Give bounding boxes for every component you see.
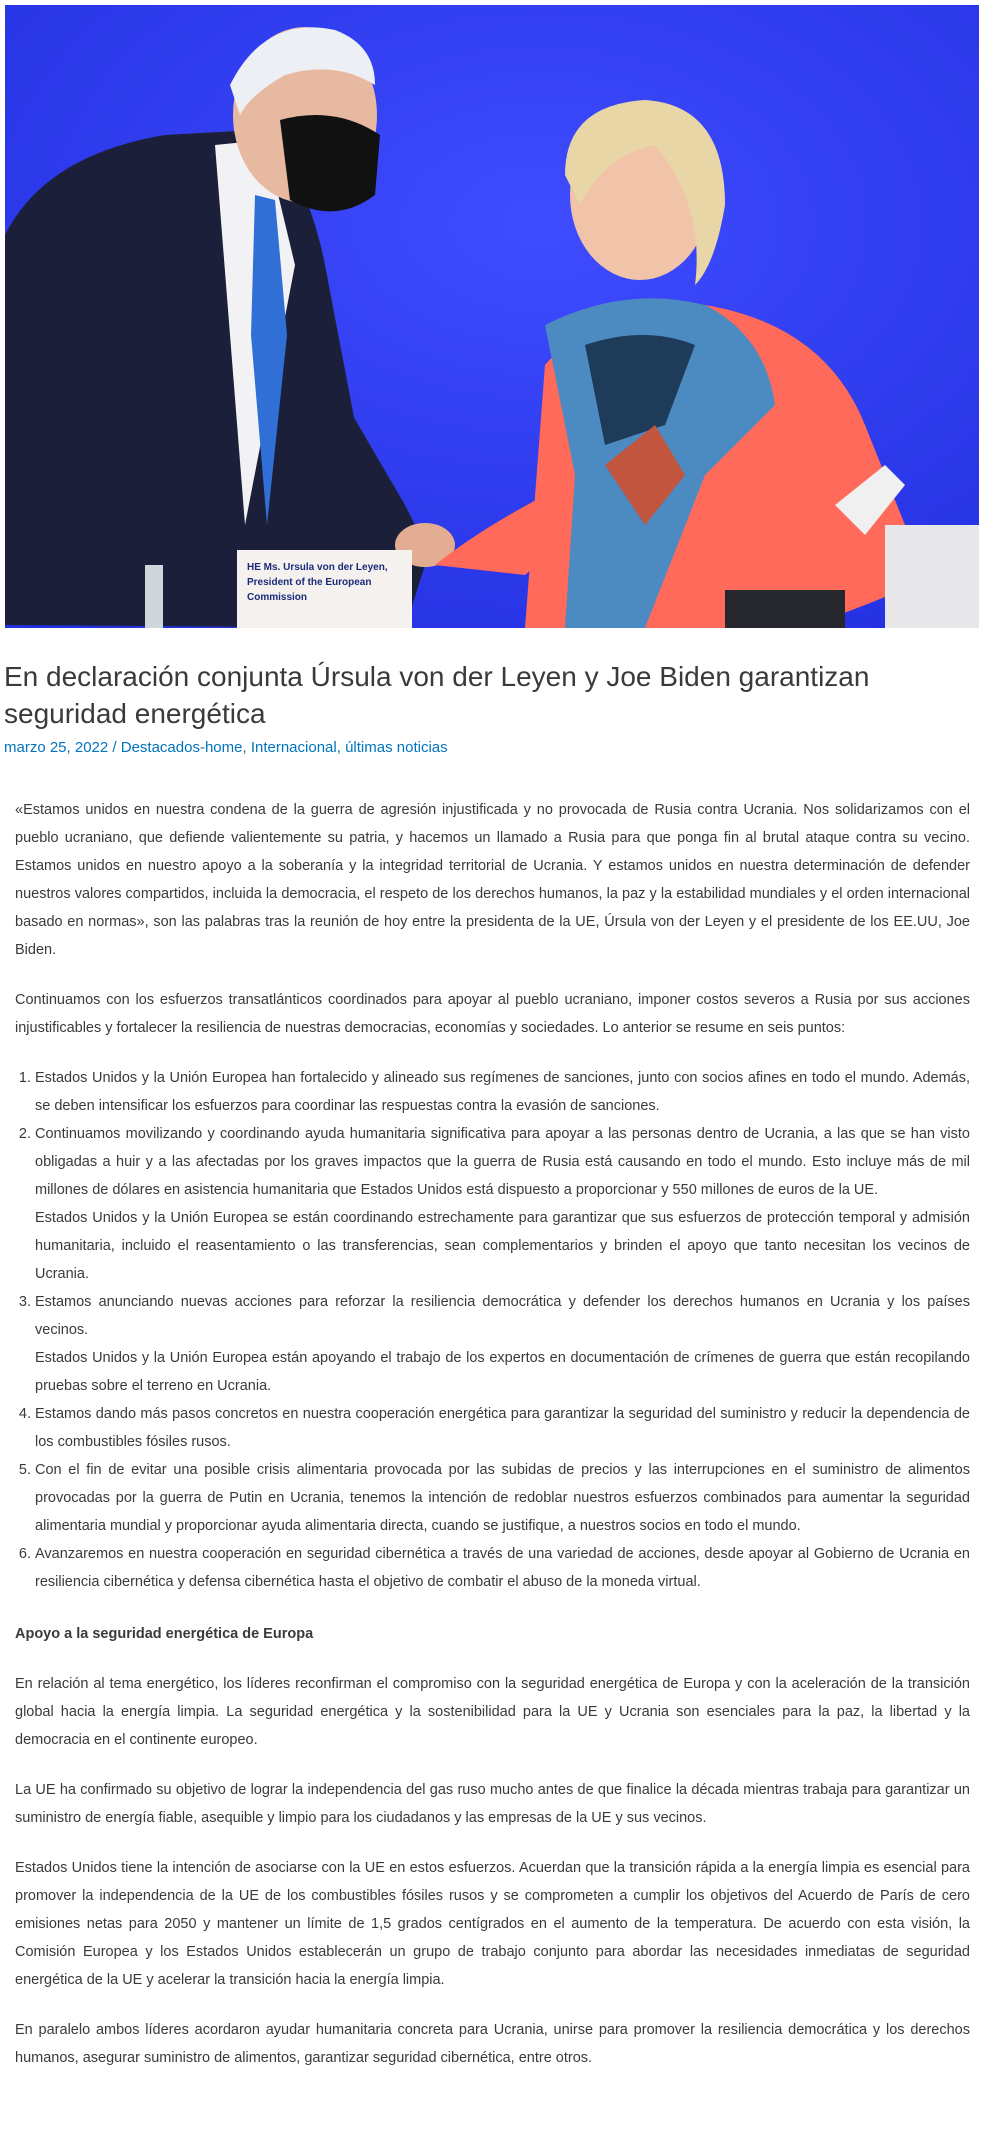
list-item xyxy=(35,1120,970,1288)
hero-image xyxy=(5,5,979,628)
article-date[interactable]: marzo 25, 2022 xyxy=(4,739,109,756)
section-heading: Apoyo a la seguridad energética de Europa xyxy=(15,1626,314,1642)
nameplate-line-3: Commission xyxy=(247,592,308,603)
category-comma-2: , xyxy=(336,739,346,756)
hero-illustration xyxy=(5,5,979,628)
body-paragraph-2: Continuamos con los esfuerzos transatlánticos coordinados para apoyar al pueblo ucraniano, imponer costos severos a Rusia por sus acciones injustificables y fortalecer la resiliencia de nuestras democracias, economías y sociedades. Lo anterior se resume en seis puntos: xyxy=(15,992,970,1036)
body-paragraph-3: En relación al tema energético, los líderes reconfirman el compromiso con la seguridad energética de Europa y con la aceleración de la transición global hacia la energía limpia. La seguridad energética y la sostenibilidad para la UE y Ucrania son esenciales para la paz, la libertad y la democracia en el continente europeo. xyxy=(15,1676,970,1748)
list-item-text: 5. Con el fin de evitar una posible crisis alimentaria provocada por las subidas de precios y las interrupciones en el suministro de alimentos provocadas por la guerra de Putin en Ucrania, tenemos la intención de redoblar nuestros esfuerzos combinados para aumentar la seguridad alimentaria mundial y proporcionar ayuda alimentaria directa, cuando se justifique, a nuestros socios en todo el mundo. xyxy=(35,1462,970,1534)
body-paragraph-5: Estados Unidos tiene la intención de asociarse con la UE en estos esfuerzos. Acuerdan que la transición rápida a la energía limpia es esencial para promover la independencia de la UE de los combustibles fósiles rusos y se comprometen a cumplir los objetivos del Acuerdo de París de cero emisiones netas para 2050 y mantener un límite de 1,5 grados centígrados en el aumento de la temperatura. De acuerdo con esta visión, la Comisión Europea y los Estados Unidos establecerán un grupo de trabajo conjunto para abordar las necesidades inmediatas de seguridad energética de la UE y acelerar la transición hacia la energía limpia. xyxy=(15,1860,970,1988)
body-paragraph-4: La UE ha confirmado su objetivo de lograr la independencia del gas ruso mucho antes de que finalice la década mientras trabaja para garantizar un suministro de energía fiable, asequible y limpio para los ciudadanos y las empresas de la UE y sus vecinos. xyxy=(15,1782,970,1826)
nameplate-line-1: HE Ms. Ursula von der Leyen, xyxy=(247,562,388,573)
nameplate-line-2: President of the European xyxy=(247,577,372,588)
article-title: En declaración conjunta Úrsula von der Leyen y Joe Biden garantizan seguridad energética xyxy=(4,661,870,729)
list-item xyxy=(35,1400,970,1456)
list-item-text: 3. Estamos anunciando nuevas acciones para reforzar la resiliencia democrática y defender los derechos humanos en Ucrania y los países vecinos. xyxy=(35,1294,970,1338)
article-body xyxy=(15,796,970,2094)
list-item-text: Estados Unidos y la Unión Europea están apoyando el trabajo de los expertos en documentación de crímenes de guerra que están recopilando pruebas sobre el terreno en Ucrania. xyxy=(35,1350,970,1394)
category-link-internacional[interactable]: Internacional xyxy=(250,739,337,756)
body-paragraph-6: En paralelo ambos líderes acordaron ayudar humanitaria concreta para Ucrania, unirse para promover la resiliencia democrática y los derechos humanos, asegurar suministro de alimentos, garantizar seguridad cibernética, entre otros. xyxy=(15,2022,970,2066)
list-item-text: 2. Continuamos movilizando y coordinando ayuda humanitaria significativa para apoyar a las personas dentro de Ucrania, a las que se han visto obligadas a huir y a las afectadas por los graves impactos que la guerra de Rusia está causando en todo el mundo. Esto incluye más de mil millones de dólares en asistencia humanitaria que Estados Unidos está dispuesto a proporcionar y 550 millones de euros de la UE. xyxy=(35,1126,970,1198)
list-item xyxy=(35,1064,970,1120)
list-item-text: 6. Avanzaremos en nuestra cooperación en seguridad cibernética a través de una variedad de acciones, desde apoyar al Gobierno de Ucrania en resiliencia cibernética y defensa cibernética hasta el objetivo de combatir el abuso de la moneda virtual. xyxy=(35,1546,970,1590)
list-item-text: 4. Estamos dando más pasos concretos en nuestra cooperación energética para garantizar la seguridad del suministro y reducir la dependencia de los combustibles fósiles rusos. xyxy=(35,1406,970,1450)
category-comma-1: , xyxy=(242,739,251,756)
category-link-destacados[interactable]: Destacados-home xyxy=(120,739,243,756)
body-paragraph-1: «Estamos unidos en nuestra condena de la guerra de agresión injustificada y no provocada de Rusia contra Ucrania. Nos solidarizamos con el pueblo ucraniano, que defiende valientemente su patria, y hacemos un llamado a Rusia para que ponga fin al brutal ataque contra su vecino. Estamos unidos en nuestro apoyo a la soberanía y la integridad territorial de Ucrania. Y estamos unidos en nuestra determinación de defender nuestros valores compartidos, incluida la democracia, el respeto de los derechos humanos, la paz y la estabilidad mundiales y el orden internacional basado en normas», son las palabras tras la reunión de hoy entre la presidenta de la UE, Úrsula von der Leyen y el presidente de los EE.UU, Joe Biden. xyxy=(15,802,970,958)
list-item xyxy=(35,1456,970,1540)
list-item xyxy=(35,1288,970,1400)
category-link-ultimas-noticias[interactable]: últimas noticias xyxy=(345,739,448,756)
article-meta xyxy=(4,737,976,759)
list-item xyxy=(35,1540,970,1596)
points-list xyxy=(15,1064,970,1596)
list-item-text: 1. Estados Unidos y la Unión Europea han fortalecido y alineado sus regímenes de sanciones, junto con socios afines en todo el mundo. Además, se deben intensificar los esfuerzos para coordinar las respuestas contra la evasión de sanciones. xyxy=(35,1070,970,1114)
meta-separator: / xyxy=(112,739,117,756)
list-item-text: Estados Unidos y la Unión Europea se están coordinando estrechamente para garantizar que sus esfuerzos de protección temporal y admisión humanitaria, incluido el reasentamiento o las transferencias, sean complementarios y brinden el apoyo que tanto necesitan los vecinos de Ucrania. xyxy=(35,1210,970,1282)
